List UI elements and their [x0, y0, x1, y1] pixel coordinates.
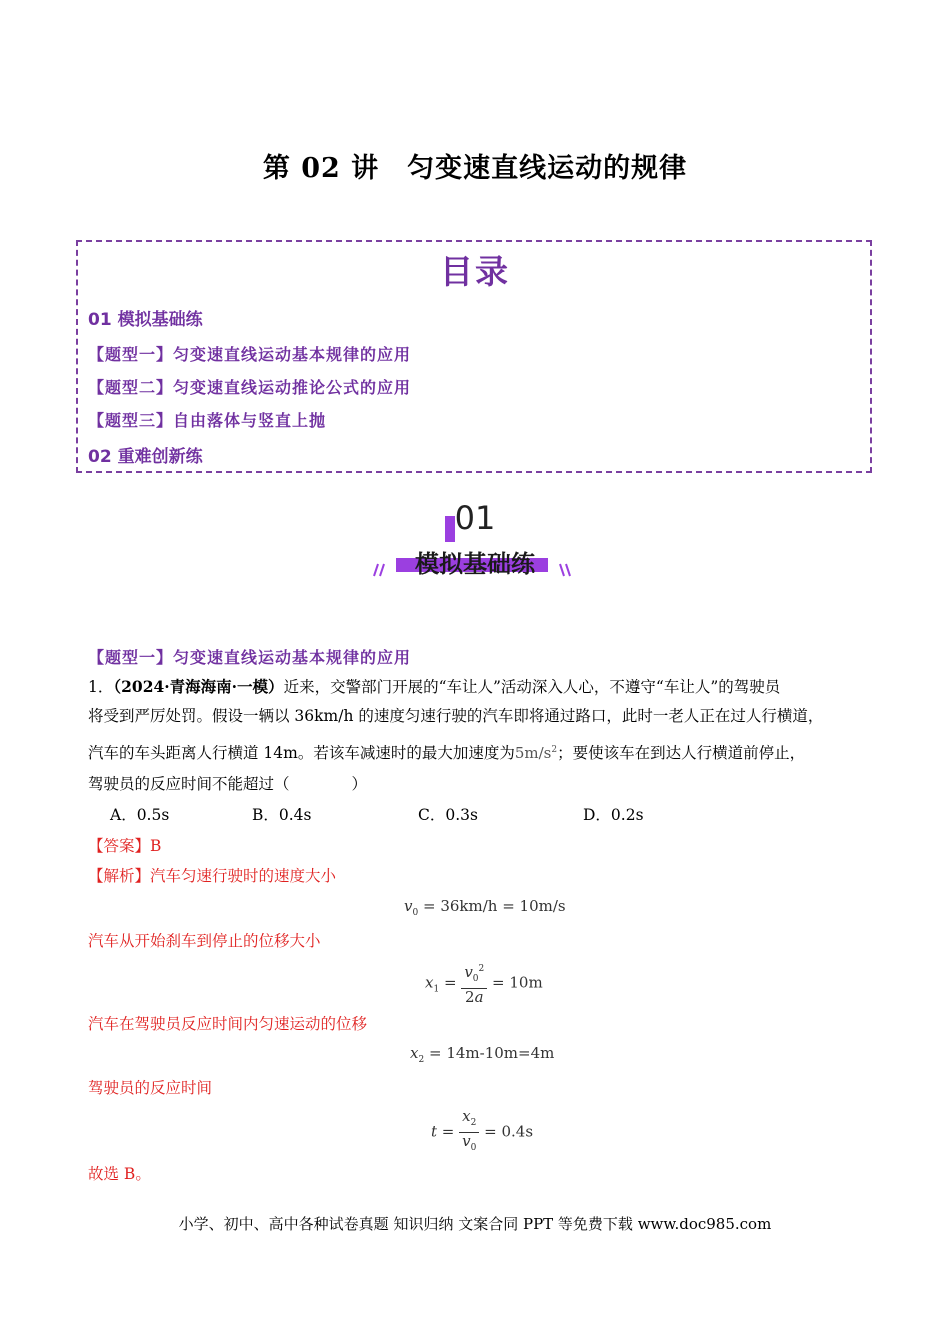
question-number: 1．: [88, 678, 114, 696]
analysis-step-2: 汽车从开始刹车到停止的位移大小: [88, 932, 321, 950]
option-c: C．0.3s: [418, 806, 478, 824]
question-line-1: 1．（2024·青海海南·一模）近来，交警部门开展的“车让人”活动深入人心，不遵守“车让人”的驾驶员: [88, 677, 781, 696]
analysis-step-4: 驾驶员的反应时间: [88, 1079, 213, 1097]
page-footer: 小学、初中、高中各种试卷真题 知识归纳 文案合同 PPT 等免费下载 www.doc985.com: [178, 1215, 772, 1233]
toc-item-1[interactable]: 【题型一】匀变速直线运动基本规律的应用: [88, 345, 412, 364]
option-d: D．0.2s: [583, 806, 644, 824]
equation-2: $x_1$ = $\frac{v_0^2}{2a}$ = 10m: [425, 963, 543, 1006]
toc-item-3[interactable]: 【题型三】自由落体与竖直上抛: [88, 411, 327, 430]
analysis-step-1: 【解析】汽车匀速行驶时的速度大小: [88, 867, 337, 885]
section-heading: 【题型一】匀变速直线运动基本规律的应用: [88, 648, 412, 667]
question-source: （2024·青海海南·一模）: [113, 677, 284, 696]
banner-label: 模拟基础练: [415, 550, 535, 578]
toc-item-2[interactable]: 【题型二】匀变速直线运动推论公式的应用: [88, 378, 412, 397]
option-a: A．0.5s: [110, 806, 170, 824]
question-line-3: 汽车的车头距离人行横道 14m。若该车减速时的最大加速度为$5m/s^2$；要使该车在到达人行横道前停止，: [88, 744, 806, 762]
equation-1: $v_0 = 36km/h = 10m/s$: [404, 897, 566, 918]
equation-4: t = $\frac{x_2}{v_0}$ = 0.4s: [431, 1107, 534, 1153]
equation-3: $x_2 = 14m-10m=4m$: [410, 1044, 555, 1065]
banner-number: 01: [454, 499, 496, 537]
analysis-step-3: 汽车在驾驶员反应时间内匀速运动的位移: [88, 1015, 368, 1033]
toc-section-2[interactable]: 02 重难创新练: [88, 447, 203, 467]
toc-heading: 目录: [440, 252, 510, 291]
question-line-4: 驾驶员的反应时间不能超过（ ）: [88, 775, 368, 793]
document-title: 第 02 讲 匀变速直线运动的规律: [262, 153, 688, 184]
conclusion: 故选 B。: [88, 1165, 151, 1183]
question-line-2: 将受到严厉处罚。假设一辆以 36km/h 的速度匀速行驶的汽车即将通过路口，此时一老人正在过人行横道，: [88, 707, 824, 725]
toc-section-1[interactable]: 01 模拟基础练: [88, 310, 203, 330]
option-b: B．0.4s: [252, 806, 312, 824]
answer: 【答案】B: [88, 837, 162, 855]
